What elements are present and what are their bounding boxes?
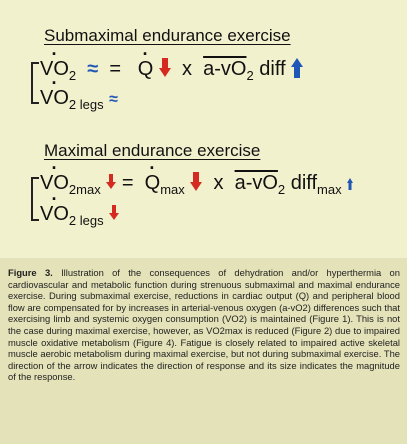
submax-legs-equation bbox=[40, 87, 118, 110]
submax-vo2: · VO bbox=[40, 58, 69, 81]
maximal-diff-sub: max bbox=[317, 182, 342, 197]
maximal-vo2-legs-sub: 2 legs bbox=[68, 213, 104, 228]
maximal-equals: = bbox=[121, 172, 134, 194]
maximal-bracket bbox=[31, 177, 39, 221]
submax-vo2-sub: 2 bbox=[68, 68, 77, 83]
submax-times: x bbox=[181, 58, 192, 80]
approx-icon: ≈ bbox=[109, 91, 118, 108]
submax-equation bbox=[40, 58, 303, 81]
up-arrow-icon bbox=[291, 58, 303, 80]
maximal-equation bbox=[40, 172, 353, 195]
submax-vo2-legs-sub: 2 legs bbox=[68, 97, 104, 112]
maximal-diff: diff bbox=[290, 172, 318, 194]
maximal-vo2-sub: 2max bbox=[68, 182, 101, 197]
maximal-q-sub: max bbox=[160, 182, 185, 197]
maximal-vo2-legs: · VO bbox=[40, 203, 69, 226]
down-arrow-icon bbox=[109, 203, 119, 225]
submax-avo2: a-vO bbox=[203, 58, 247, 80]
submax-diff: diff bbox=[259, 58, 286, 80]
maximal-vo2: · VO bbox=[40, 172, 69, 195]
down-arrow-icon bbox=[190, 172, 202, 194]
maximal-title: Maximal endurance exercise bbox=[44, 141, 261, 160]
caption-label: Figure 3. bbox=[8, 267, 53, 278]
down-arrow-icon bbox=[159, 58, 171, 80]
figure-caption bbox=[8, 267, 400, 383]
submax-avo2-sub: 2 bbox=[246, 68, 254, 83]
down-arrow-icon bbox=[106, 172, 116, 194]
submax-q: · Q bbox=[138, 58, 154, 81]
submax-equals: = bbox=[109, 58, 122, 80]
submax-bracket bbox=[31, 62, 39, 104]
maximal-q: · Q bbox=[145, 172, 161, 195]
maximal-times: x bbox=[213, 172, 224, 194]
maximal-avo2: a-vO bbox=[234, 172, 278, 194]
maximal-legs-equation bbox=[40, 203, 119, 226]
up-arrow-icon bbox=[347, 172, 353, 194]
submax-title: Submaximal endurance exercise bbox=[44, 26, 291, 45]
maximal-avo2-sub: 2 bbox=[277, 182, 286, 197]
submax-approx: ≈ bbox=[87, 58, 99, 80]
submax-vo2-legs: · VO bbox=[40, 87, 69, 110]
caption-text: Illustration of the consequences of dehydration and/or hyperthermia on cardiovascular and metabolic function during strenuous submaximal and maximal endurance exercise. During submaximal exercise, reductions in cardiac output (Q) and peripheral blood flow are compensated for by increases in arterial-venous oxygen (a-vO2) differences such that exercising limb and systemic oxygen consumption (VO2) is maintained (Figure 1). This is not the case during maximal exercise, however, as VO2max is reduced (Figure 2) due to impaired muscle oxidative metabolism (Figure 4). Fatigue is closely related to impaired active skeletal muscle aerobic metabolism during maximal exercise, but not during submaximal exercise. The direction of the arrow indicates the direction of response and its size indicates the magnitude of the response. bbox=[8, 267, 400, 383]
